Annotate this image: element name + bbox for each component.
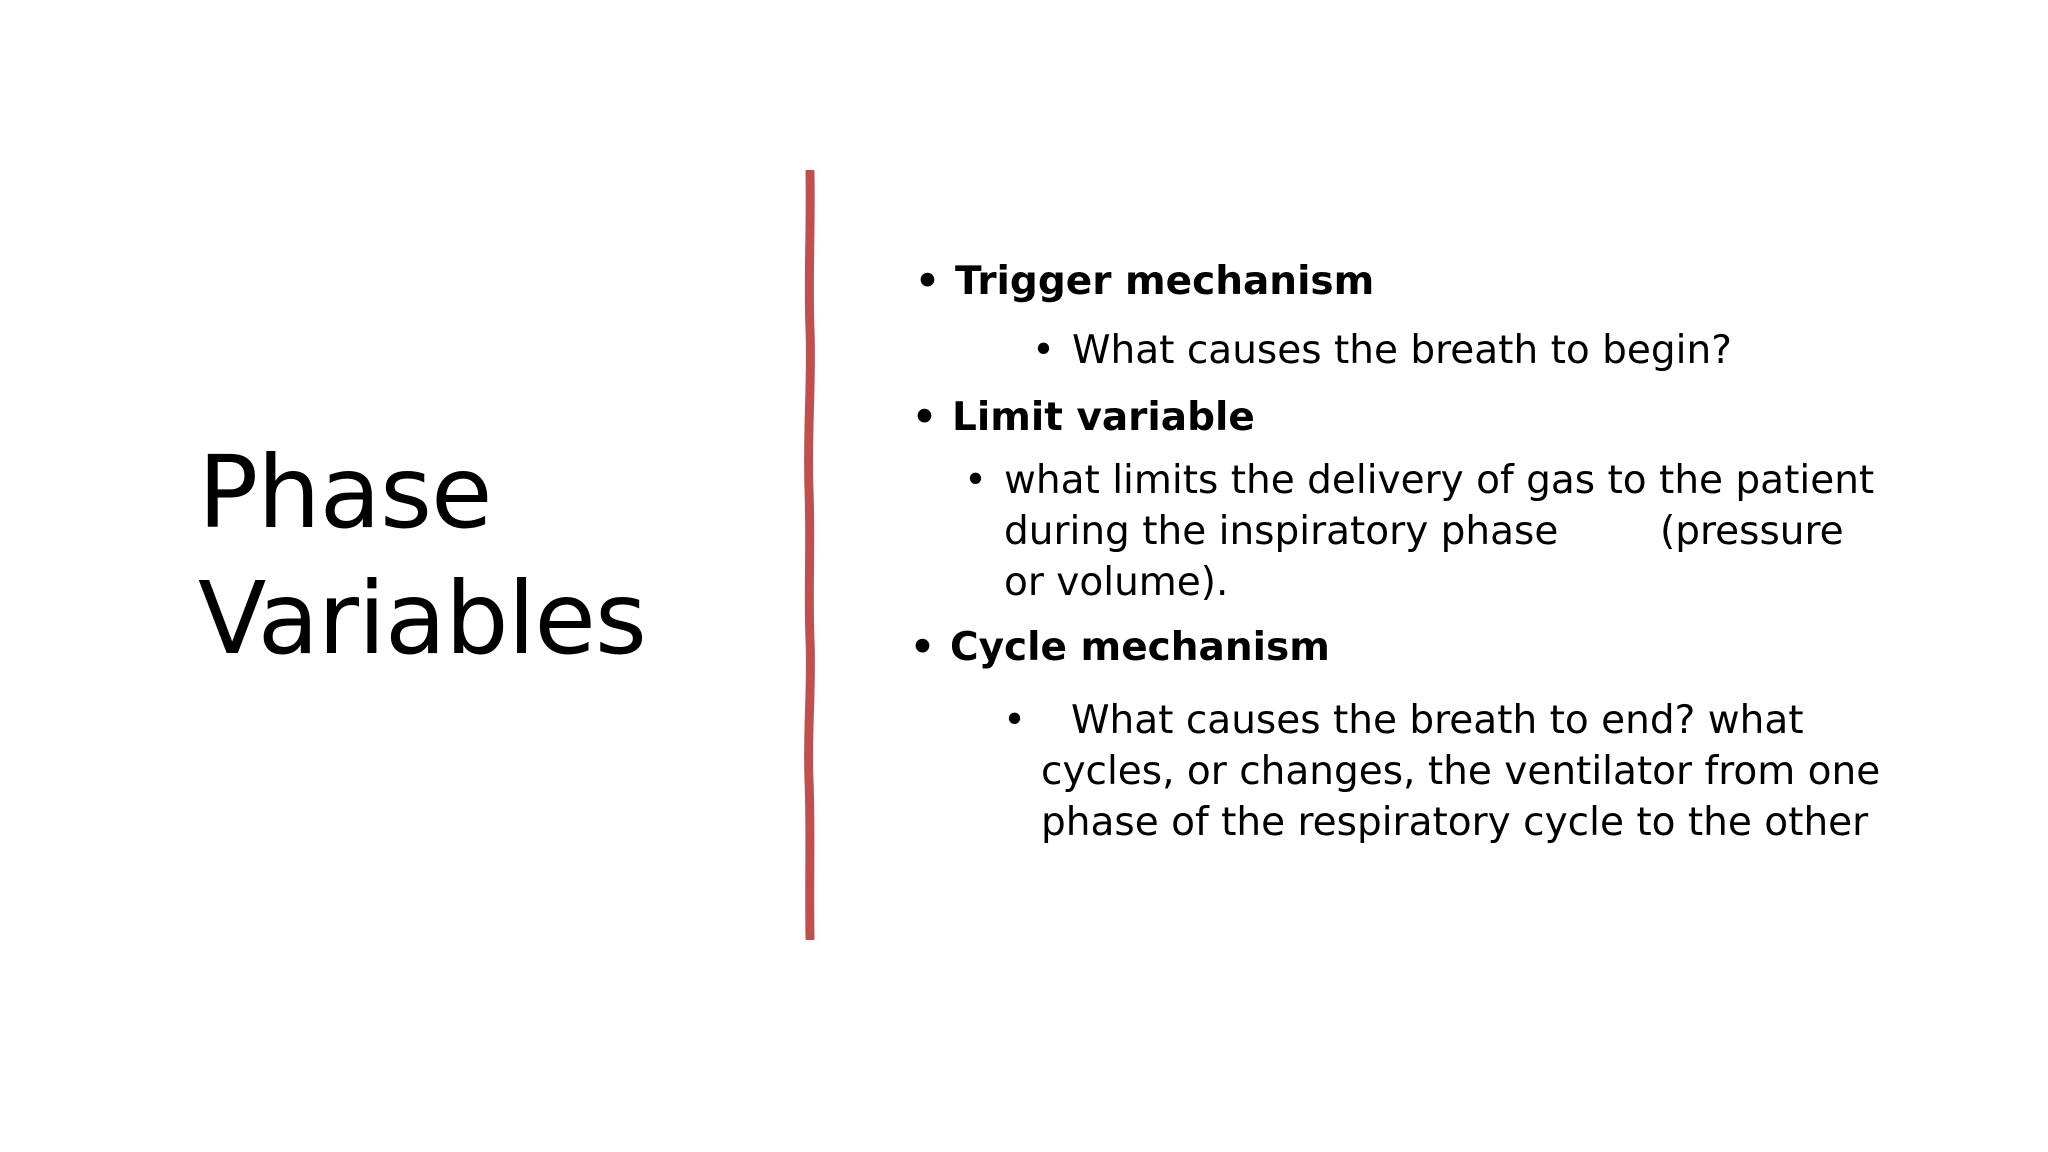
bullet-dot: • xyxy=(915,259,940,304)
sub-text-limit-3: or volume). xyxy=(1004,560,1229,605)
bullet-heading-cycle: Cycle mechanism xyxy=(950,625,1330,670)
sub-text-limit xyxy=(1004,455,1874,608)
bullet-dot: • xyxy=(912,395,937,440)
sub-text-cycle xyxy=(1041,695,1880,848)
sub-text-limit-2a: during the inspiratory phase xyxy=(1004,509,1559,554)
bullet-dot: • xyxy=(1032,328,1056,373)
bullet-heading-trigger: Trigger mechanism xyxy=(955,259,1375,304)
bullet-heading-limit: Limit variable xyxy=(952,395,1255,440)
sub-text-trigger-1: What causes the breath to begin? xyxy=(1072,328,1732,373)
divider-line xyxy=(809,172,811,938)
sub-text-cycle-1: What causes the breath to end? what xyxy=(1071,698,1804,743)
bullet-dot: • xyxy=(964,458,988,503)
title-line-2: Variables xyxy=(198,560,646,677)
sub-text-cycle-2: cycles, or changes, the ventilator from one xyxy=(1041,749,1881,794)
bullet-dot: • xyxy=(1003,698,1027,743)
bullet-dot: • xyxy=(910,625,935,670)
slide-title xyxy=(198,430,758,682)
title-line-1: Phase xyxy=(198,434,492,551)
sub-text-limit-2 xyxy=(1004,506,1874,557)
sub-text-limit-1: what limits the delivery of gas to the patient xyxy=(1004,458,1875,503)
sub-text-limit-2b: (pressure xyxy=(1660,509,1844,554)
sub-text-cycle-3: phase of the respiratory cycle to the other xyxy=(1041,800,1869,845)
vertical-divider xyxy=(795,170,825,940)
